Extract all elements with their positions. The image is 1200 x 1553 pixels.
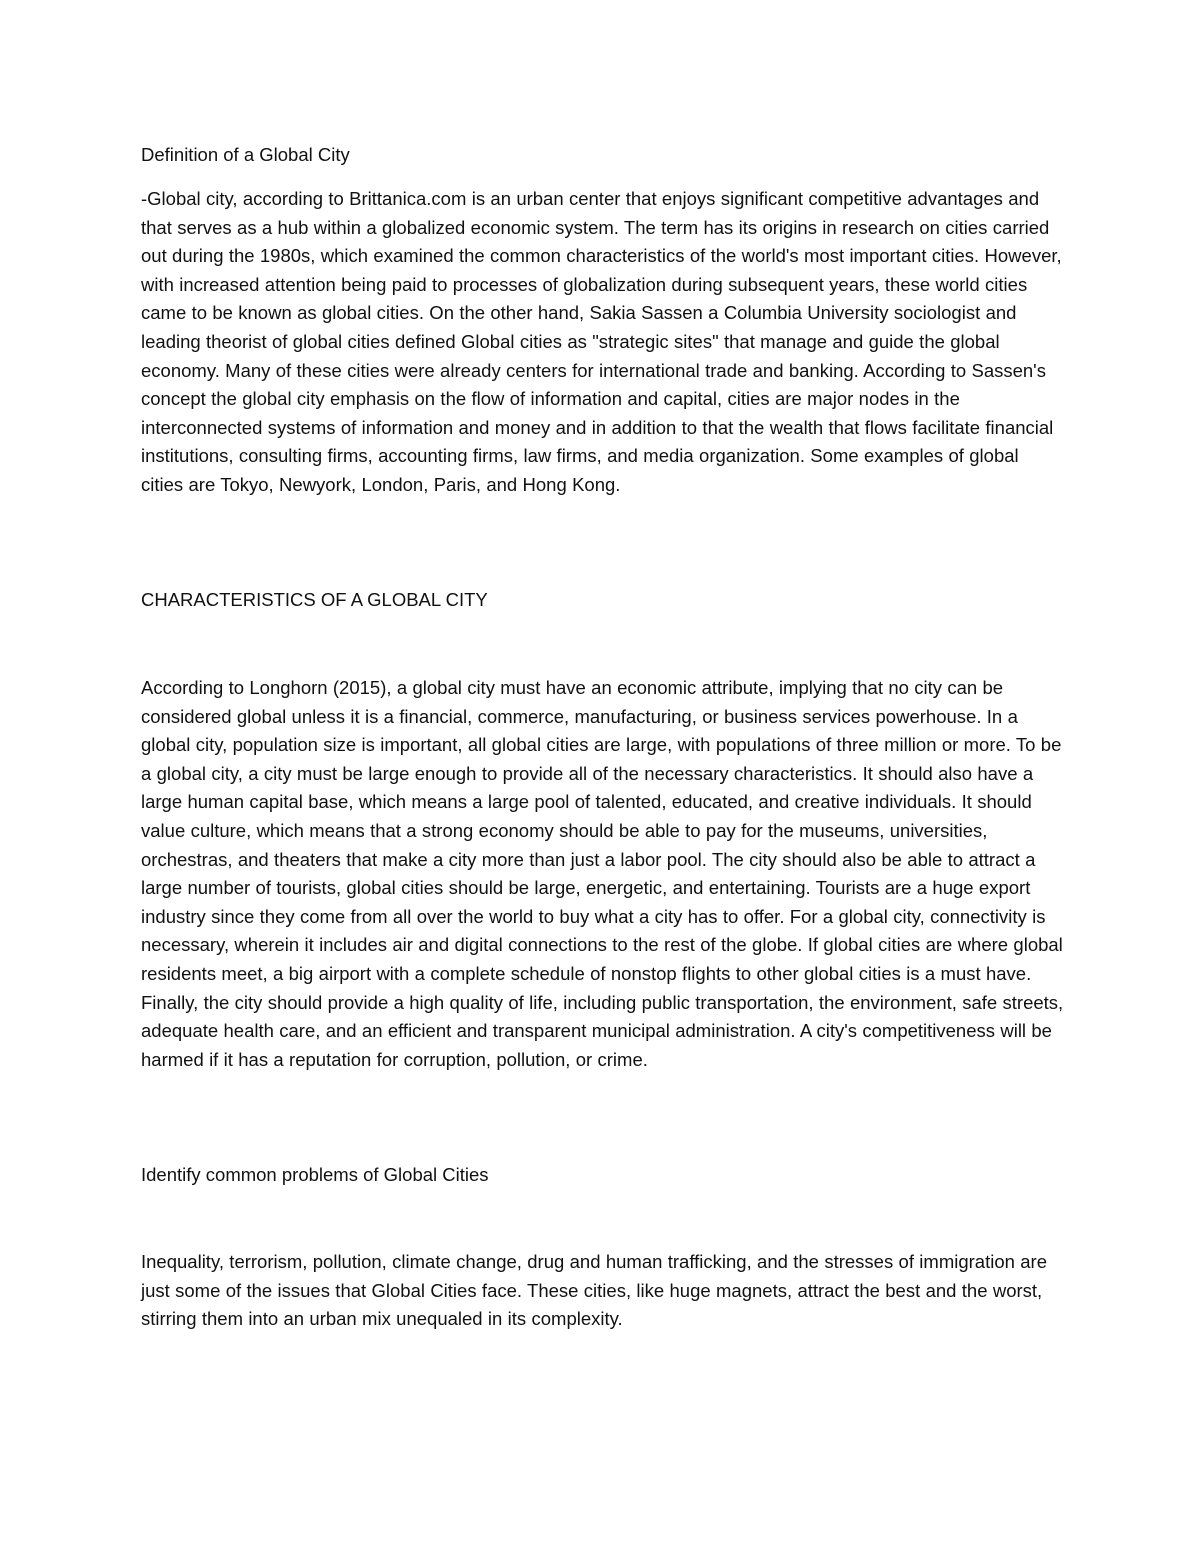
section-body-problems: Inequality, terrorism, pollution, climate change, drug and human trafficking, and the stresses of immigration are just some of the issues that Global Cities face. These cities, like huge magnets, attract the best and the worst, stirring them into an urban mix unequaled in its complexity.: [141, 1251, 1047, 1330]
section-heading-characteristics: CHARACTERISTICS OF A GLOBAL CITY: [141, 589, 488, 610]
section-body-definition: -Global city, according to Brittanica.com is an urban center that enjoys significant competitive advantages and that serves as a hub within a globalized economic system. The term has its origins in research on cities carried out during the 1980s, which examined the common characteristics of the world's most important cities. However, with increased attention being paid to processes of globalization during subsequent years, these world cities came to be known as global cities. On the other hand, Sakia Sassen a Columbia University sociologist and leading theorist of global cities defined Global cities as "strategic sites" that manage and guide the global economy. Many of these cities were already centers for international trade and banking. According to Sassen's concept the global city emphasis on the flow of information and capital, cities are major nodes in the interconnected systems of information and money and in addition to that the wealth that flows facilitate financial institutions, consulting firms, accounting firms, law firms, and media organization. Some examples of global cities are Tokyo, Newyork, London, Paris, and Hong Kong.: [141, 188, 1062, 495]
section-heading-definition: Definition of a Global City: [141, 144, 350, 165]
section-body-characteristics: According to Longhorn (2015), a global city must have an economic attribute, implying that no city can be considered global unless it is a financial, commerce, manufacturing, or business services powerhouse. In a global city, population size is important, all global cities are large, with populations of three million or more. To be a global city, a city must be large enough to provide all of the necessary characteristics. It should also have a large human capital base, which means a large pool of talented, educated, and creative individuals. It should value culture, which means that a strong economy should be able to pay for the museums, universities, orchestras, and theaters that make a city more than just a labor pool. The city should also be able to attract a large number of tourists, global cities should be large, energetic, and entertaining. Tourists are a huge export industry since they come from all over the world to buy what a city has to offer. For a global city, connectivity is necessary, wherein it includes air and digital connections to the rest of the globe. If global cities are where global residents meet, a big airport with a complete schedule of nonstop flights to other global cities is a must have. Finally, the city should provide a high quality of life, including public transportation, the environment, safe streets, adequate health care, and an efficient and transparent municipal administration. A city's competitiveness will be harmed if it has a reputation for corruption, pollution, or crime.: [141, 677, 1064, 1070]
section-heading-problems: Identify common problems of Global Cities: [141, 1164, 489, 1185]
